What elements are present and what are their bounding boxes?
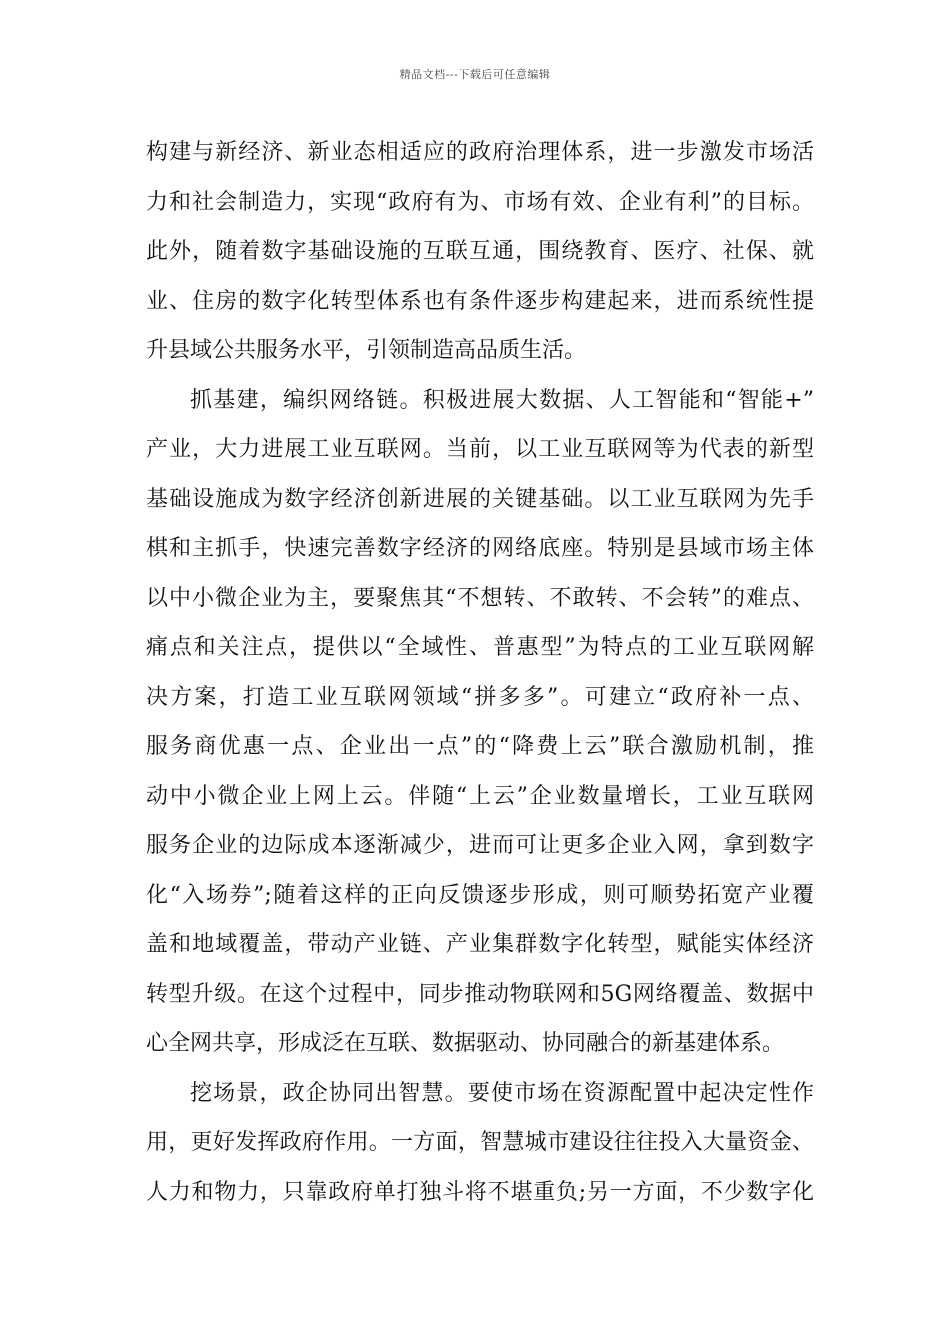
text-line: 升县域公共服务水平，引领制造高品质生活。 [146, 338, 587, 363]
page-header: 精品文档---下载后可任意编辑 [399, 68, 551, 81]
text-line: 用，更好发挥政府作用。一方面，智慧城市建设往往投入大量资金、 [146, 1130, 814, 1155]
text-line: 动中小微企业上网上云。伴随“上云”企业数量增长，工业互联网 [146, 783, 814, 809]
text-line: 抓基建，编织网络链。积极进展大数据、人工智能和“智能+” [190, 387, 814, 413]
text-line: 以中小微企业为主，要聚焦其“不想转、不敢转、不会转”的难点、 [146, 585, 814, 611]
text-line: 产业，大力进展工业互联网。当前，以工业互联网等为代表的新型 [146, 437, 814, 462]
paragraph-2 [146, 376, 814, 1069]
text-line: 化“入场券”;随着这样的正向反馈逐步形成，则可顺势拓宽产业覆 [146, 882, 814, 908]
paragraph-1 [146, 128, 814, 376]
text-line: 棋和主抓手，快速完善数字经济的网络底座。特别是县域市场主体 [146, 536, 814, 561]
text-line: 力和社会制造力，实现“政府有为、市场有效、企业有利”的目标。 [146, 189, 814, 215]
text-line: 决方案，打造工业互联网领域“拼多多”。可建立“政府补一点、 [146, 684, 814, 710]
text-line: 服务企业的边际成本逐渐减少，进而可让更多企业入网，拿到数字 [146, 833, 814, 858]
text-line: 业、住房的数字化转型体系也有条件逐步构建起来，进而系统性提 [146, 288, 814, 314]
paragraph-3 [146, 1069, 814, 1218]
text-line: 盖和地域覆盖，带动产业链、产业集群数字化转型，赋能实体经济 [146, 932, 814, 957]
text-line: 转型升级。在这个过程中，同步推动物联网和5G网络覆盖、数据中 [146, 981, 814, 1007]
text-line: 心全网共享，形成泛在互联、数据驱动、协同融合的新基建体系。 [146, 1031, 785, 1056]
document-body [146, 128, 814, 1217]
text-line: 基础设施成为数字经济创新进展的关键基础。以工业互联网为先手 [146, 486, 814, 512]
text-line: 构建与新经济、新业态相适应的政府治理体系，进一步激发市场活 [146, 140, 814, 165]
text-line: 挖场景，政企协同出智慧。要使市场在资源配置中起决定性作 [190, 1080, 814, 1106]
text-line: 人力和物力，只靠政府单打独斗将不堪重负;另一方面，不少数字化 [146, 1179, 814, 1205]
text-line: 服务商优惠一点、企业出一点”的“降费上云”联合激励机制，推 [146, 734, 814, 759]
text-line: 痛点和关注点，提供以“全域性、普惠型”为特点的工业互联网解 [146, 635, 814, 660]
text-line: 此外，随着数字基础设施的互联互通，围绕教育、医疗、社保、就 [146, 239, 814, 264]
